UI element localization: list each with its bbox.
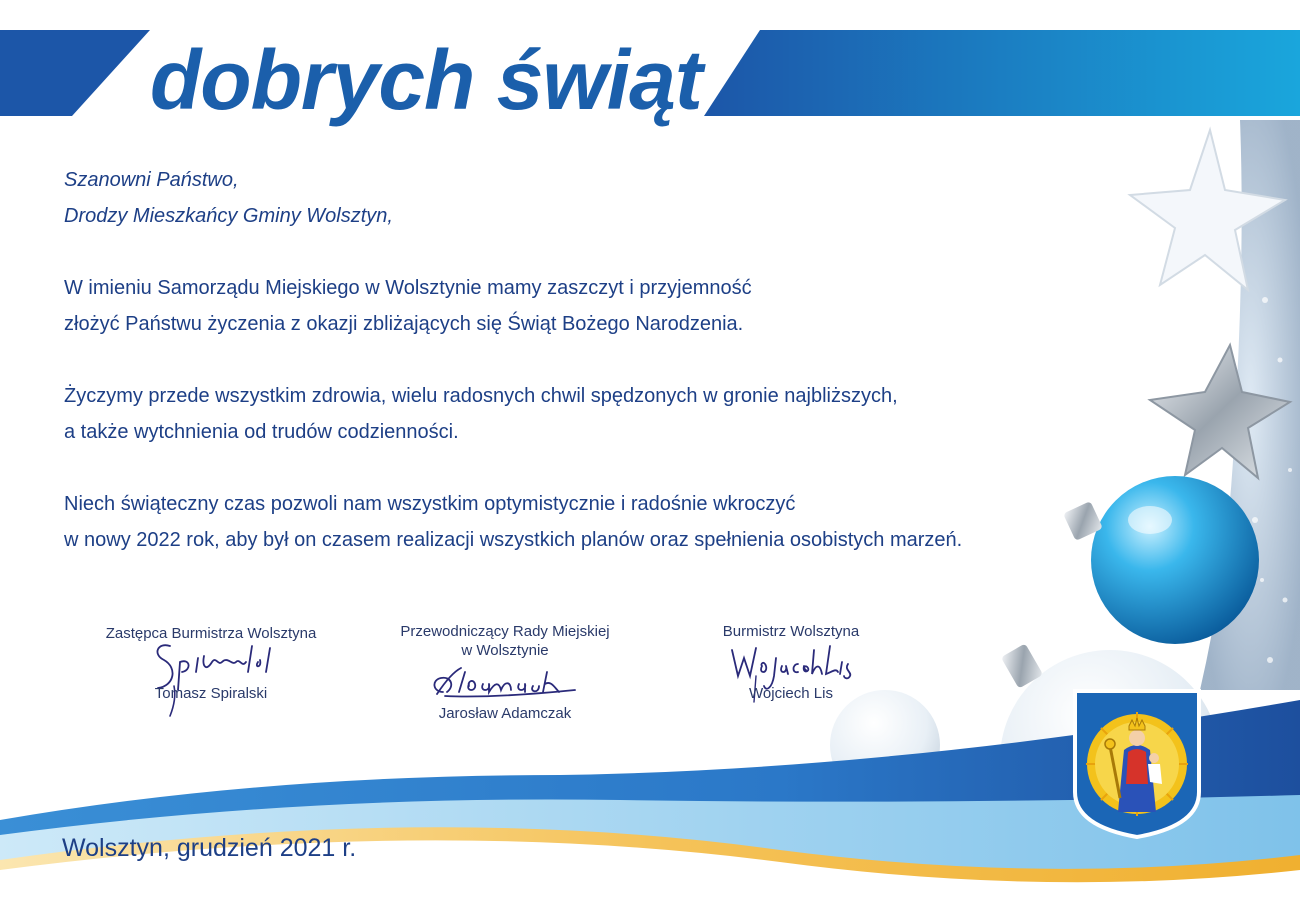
- signer-role: Przewodniczący Rady Miejskiej: [400, 623, 610, 640]
- paragraph-line: w nowy 2022 rok, aby był on czasem realizacji wszystkich planów oraz spełnienia osobistych marzeń.: [64, 529, 963, 551]
- signature-block: [80, 624, 342, 714]
- paragraph-line: W imieniu Samorządu Miejskiego w Wolsztynie mamy zaszczyt i przyjemność: [64, 277, 752, 299]
- signature-block: [700, 622, 882, 712]
- signer-role: Zastępca Burmistrza Wolsztyna: [105, 625, 317, 642]
- signer-name: Wojciech Lis: [749, 685, 833, 702]
- greeting-line: Szanowni Państwo,: [64, 169, 239, 191]
- signer-role: Burmistrz Wolsztyna: [722, 623, 860, 640]
- handwritten-signature: [425, 662, 585, 702]
- coat-of-arms-icon: [1072, 688, 1202, 840]
- signer-name: Tomasz Spiralski: [154, 685, 268, 702]
- paragraph-line: złożyć Państwu życzenia z okazji zbliżających się Świąt Bożego Narodzenia.: [64, 313, 744, 335]
- page-title: dobrych świąt: [150, 33, 702, 127]
- signer-role: w Wolsztynie: [461, 642, 549, 659]
- paragraph-line: a także wytchnienia od trudów codzienności.: [64, 421, 459, 443]
- greeting-line: Drodzy Mieszkańcy Gminy Wolsztyn,: [64, 205, 393, 227]
- letter-body: [64, 162, 1104, 558]
- signer-name: Jarosław Adamczak: [438, 705, 572, 722]
- paragraph-line: Niech świąteczny czas pozwoli nam wszystkim optymistycznie i radośnie wkroczyć: [64, 493, 796, 515]
- handwritten-signature: [140, 632, 280, 722]
- place-date: Wolsztyn, grudzień 2021 r.: [62, 834, 357, 862]
- signature-block: [380, 622, 630, 722]
- paragraph-line: Życzymy przede wszystkim zdrowia, wielu radosnych chwil spędzonych w gronie najbliższych,: [64, 385, 898, 407]
